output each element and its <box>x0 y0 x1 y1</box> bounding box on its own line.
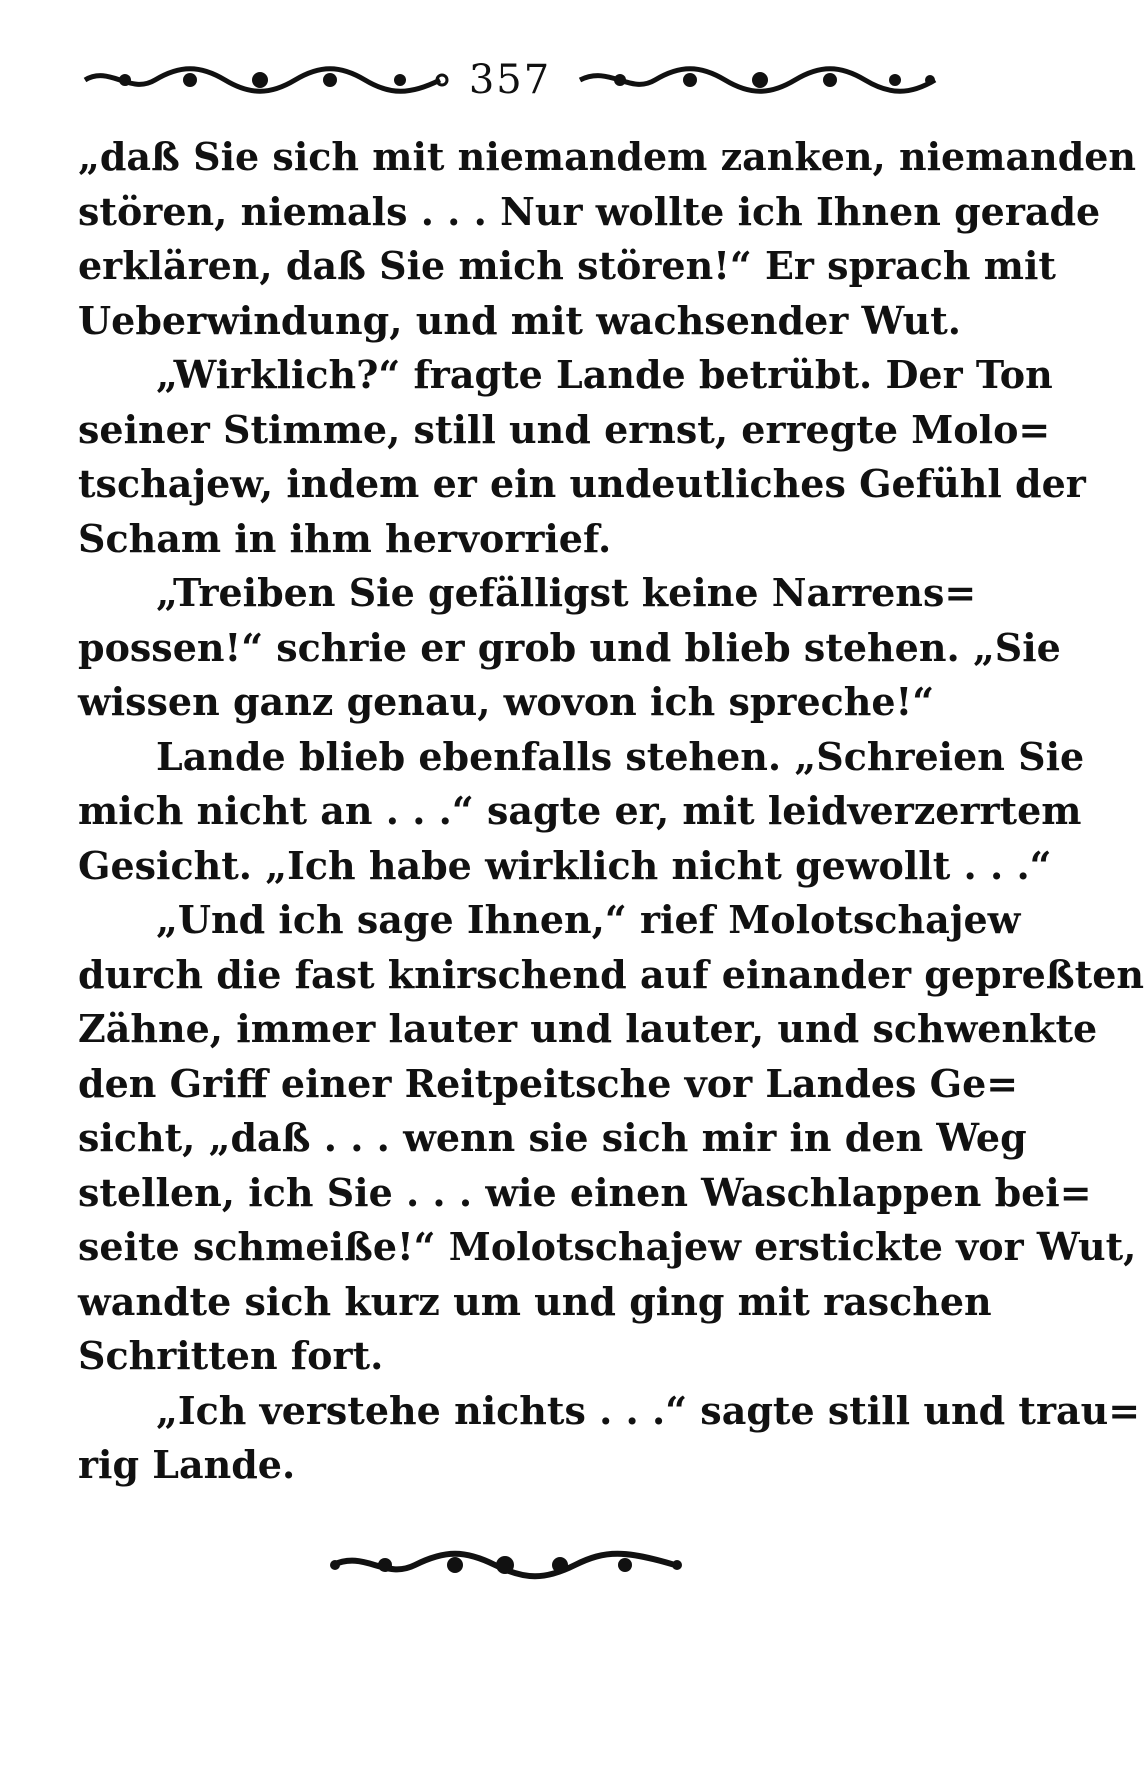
body-text <box>78 130 1144 1493</box>
text-line: tschajew, indem er ein undeutliches Gefühl der <box>78 461 1086 506</box>
paragraph <box>78 130 1137 348</box>
text-line: „daß Sie sich mit niemandem zanken, niemanden <box>78 134 1137 179</box>
paragraph <box>78 566 1061 730</box>
text-line: Ueberwindung, und mit wachsender Wut. <box>78 297 962 343</box>
text-line: possen!“ schrie er grob und blieb stehen. „Sie <box>78 624 1061 670</box>
text-line: rig Lande. <box>78 1442 296 1487</box>
text-line: durch die fast knirschend auf einander gepreßten <box>78 951 1144 997</box>
page-header <box>80 50 940 110</box>
text-line: Gesicht. „Ich habe wirklich nicht gewollt . . .“ <box>78 842 1052 888</box>
text-line: stellen, ich Sie . . . wie einen Waschlappen bei= <box>78 1169 1092 1215</box>
text-line: den Griff einer Reitpeitsche vor Landes Ge= <box>78 1060 1019 1106</box>
text-line: wandte sich kurz um und ging mit raschen <box>78 1278 992 1324</box>
text-line: seiner Stimme, still und ernst, erregte Molo= <box>78 406 1051 452</box>
paragraph <box>78 1384 1141 1493</box>
text-line: wissen ganz genau, wovon ich spreche!“ <box>78 679 935 724</box>
ornament-vine-left-icon <box>80 65 450 95</box>
text-line: Lande blieb ebenfalls stehen. „Schreien Sie <box>156 733 1085 779</box>
text-line: erklären, daß Sie mich stören!“ Er sprach mit <box>78 243 1056 288</box>
text-line: „Treiben Sie gefälligst keine Narrens= <box>156 570 977 615</box>
text-line: mich nicht an . . .“ sagte er, mit leidverzerrtem <box>78 788 1082 833</box>
text-line: „Ich verstehe nichts . . .“ sagte still und trau= <box>156 1387 1141 1433</box>
paragraph <box>78 348 1086 566</box>
page-number: 357 <box>468 57 552 103</box>
text-line: sicht, „daß . . . wenn sie sich mir in den Weg <box>78 1115 1027 1160</box>
text-line: Scham in ihm hervorrief. <box>78 515 612 561</box>
text-line: stören, niemals . . . Nur wollte ich Ihnen gerade <box>78 188 1101 234</box>
text-line: seite schmeiße!“ Molotschajew erstickte vor Wut, <box>78 1224 1137 1269</box>
text-line: Schritten fort. <box>78 1333 384 1378</box>
paragraph <box>78 893 1144 1384</box>
paragraph <box>78 730 1085 894</box>
text-line: Zähne, immer lauter und lauter, und schwenkte <box>78 1006 1098 1051</box>
ornament-vine-right-icon <box>570 65 940 95</box>
ornament-vine-center-icon <box>325 1545 685 1585</box>
text-line: „Wirklich?“ fragte Lande betrübt. Der Ton <box>156 352 1053 397</box>
text-line: „Und ich sage Ihnen,“ rief Molotschajew <box>156 897 1021 942</box>
